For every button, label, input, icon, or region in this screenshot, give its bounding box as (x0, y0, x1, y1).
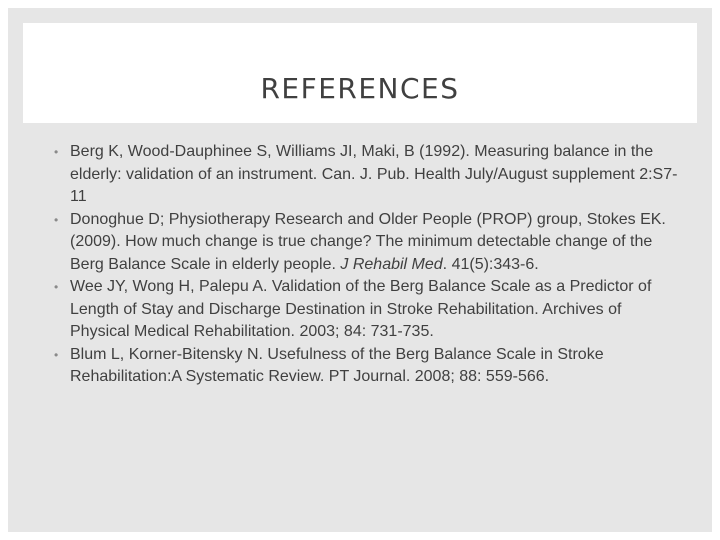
reference-text: Wee JY, Wong H, Palepu A. Validation of the Berg Balance Scale as a Predictor of Length of Stay and Discharge Destination in Stroke Rehabilitation. Archives of Physical Medical Rehabilitation. 2003; 84: 731-735. (70, 278, 652, 340)
reference-text: Blum L, Korner-Bitensky N. Usefulness of the Berg Balance Scale in Stroke Rehabilitation:A Systematic Review. PT Journal. 2008; 88: 559-566. (70, 345, 604, 385)
title-box (23, 23, 697, 123)
slide-title: REFERENCES (260, 72, 460, 105)
reference-item (54, 344, 684, 389)
reference-text: Donoghue D; Physiotherapy Research and Older People (PROP) group, Stokes EK. (2009). How much change is true change? The minimum detectable change of the Berg Balance Scale in elderly people. (70, 210, 666, 273)
reference-text-tail: . 41(5):343-6. (442, 255, 539, 273)
reference-item (54, 209, 684, 277)
bullet-icon: • (54, 280, 59, 294)
bullet-icon: • (54, 145, 59, 159)
bullet-icon: • (54, 347, 59, 362)
reference-item (54, 141, 684, 209)
reference-list (54, 141, 684, 389)
reference-item (54, 276, 684, 344)
bullet-icon: • (54, 212, 59, 227)
reference-text: Berg K, Wood-Dauphinee S, Williams JI, Maki, B (1992). Measuring balance in the elderly: validation of an instrument. Can. J. Pub. Health July/August supplement 2:S7-11 (70, 143, 678, 205)
reference-journal: J Rehabil Med (340, 255, 443, 273)
